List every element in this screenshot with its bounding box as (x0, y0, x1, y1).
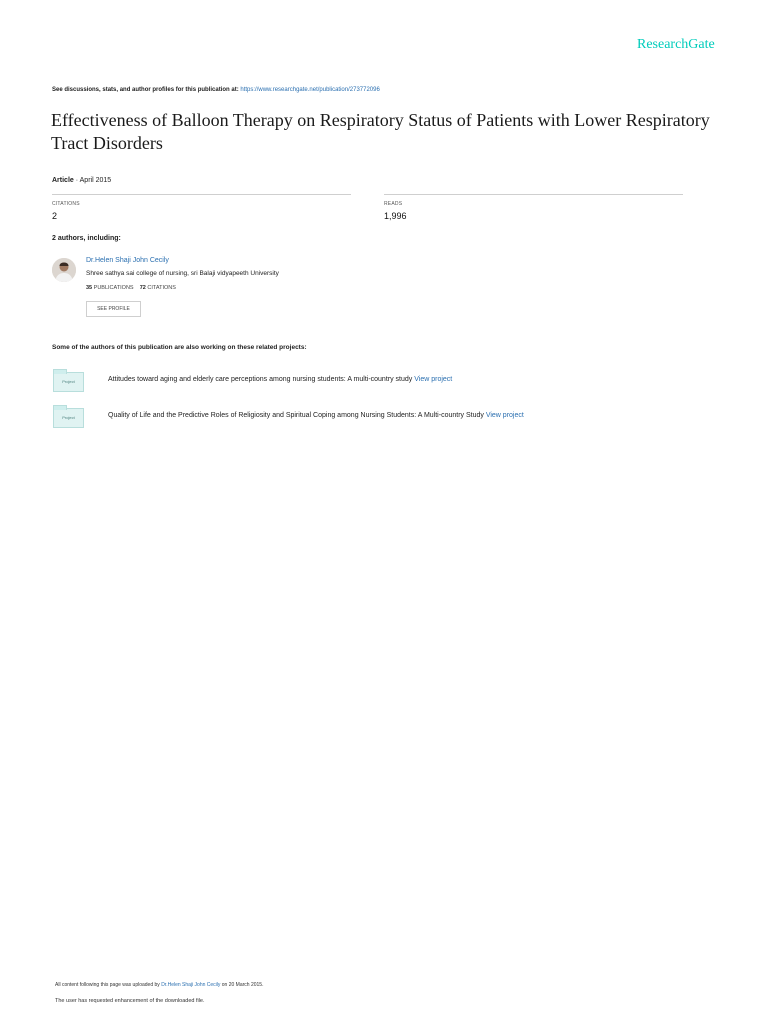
project-title: Quality of Life and the Predictive Roles of Religiosity and Spiritual Coping among Nursing Students: A Multi-country Study (108, 412, 486, 419)
project-title: Attitudes toward aging and elderly care perceptions among nursing students: A multi-country study (108, 376, 415, 383)
upload-suffix: on 20 March 2015. (220, 982, 264, 988)
author-publications-label: PUBLICATIONS (93, 285, 134, 291)
project-item (108, 376, 452, 383)
publication-meta (52, 177, 111, 184)
author-citations-count: 72 (139, 285, 146, 291)
reads-value: 1,996 (384, 211, 407, 221)
project-folder-icon[interactable]: Project (53, 372, 84, 392)
author-publications-count: 35 (86, 285, 93, 291)
project-item (108, 412, 524, 419)
upload-notice (55, 982, 263, 988)
author-institution: Shree sathya sai college of nursing, sri Balaji vidyapeeth University (86, 270, 279, 277)
author-citations-label: CITATIONS (147, 285, 176, 291)
view-project-link[interactable]: View project (414, 376, 453, 383)
discussions-line (52, 87, 380, 93)
publication-url-link[interactable]: https://www.researchgate.net/publication/273772096 (240, 87, 380, 93)
author-stats (86, 285, 176, 291)
citations-value: 2 (52, 211, 58, 221)
meta-separator: · (73, 177, 80, 184)
author-name-link[interactable]: Dr.Helen Shaji John Cecily (86, 257, 169, 264)
uploader-link[interactable]: Dr.Helen Shaji John Cecily (161, 982, 221, 988)
upload-prefix: All content following this page was uploaded by (55, 982, 162, 988)
publication-type: Article (52, 177, 74, 184)
author-avatar[interactable] (52, 258, 76, 282)
reads-label: READS (384, 201, 403, 207)
view-project-link[interactable]: View project (485, 412, 524, 419)
publication-title: Effectiveness of Balloon Therapy on Respiratory Status of Patients with Lower Respiratory Tract Disorders (51, 110, 710, 153)
enhancement-notice: The user has requested enhancement of the downloaded file. (55, 998, 205, 1004)
citations-divider (52, 194, 351, 195)
discussions-text: See discussions, stats, and author profiles for this publication at: (52, 87, 241, 93)
publication-date: April 2015 (79, 177, 112, 184)
citations-label: CITATIONS (52, 201, 80, 207)
related-projects-heading: Some of the authors of this publication are also working on these related projects: (52, 344, 307, 351)
reads-divider (384, 194, 683, 195)
authors-heading: 2 authors, including: (52, 235, 121, 242)
researchgate-logo[interactable]: ResearchGate (637, 37, 715, 52)
see-profile-button[interactable]: SEE PROFILE (86, 301, 141, 317)
project-folder-icon[interactable]: Project (53, 408, 84, 428)
avatar-person-icon (52, 258, 76, 282)
